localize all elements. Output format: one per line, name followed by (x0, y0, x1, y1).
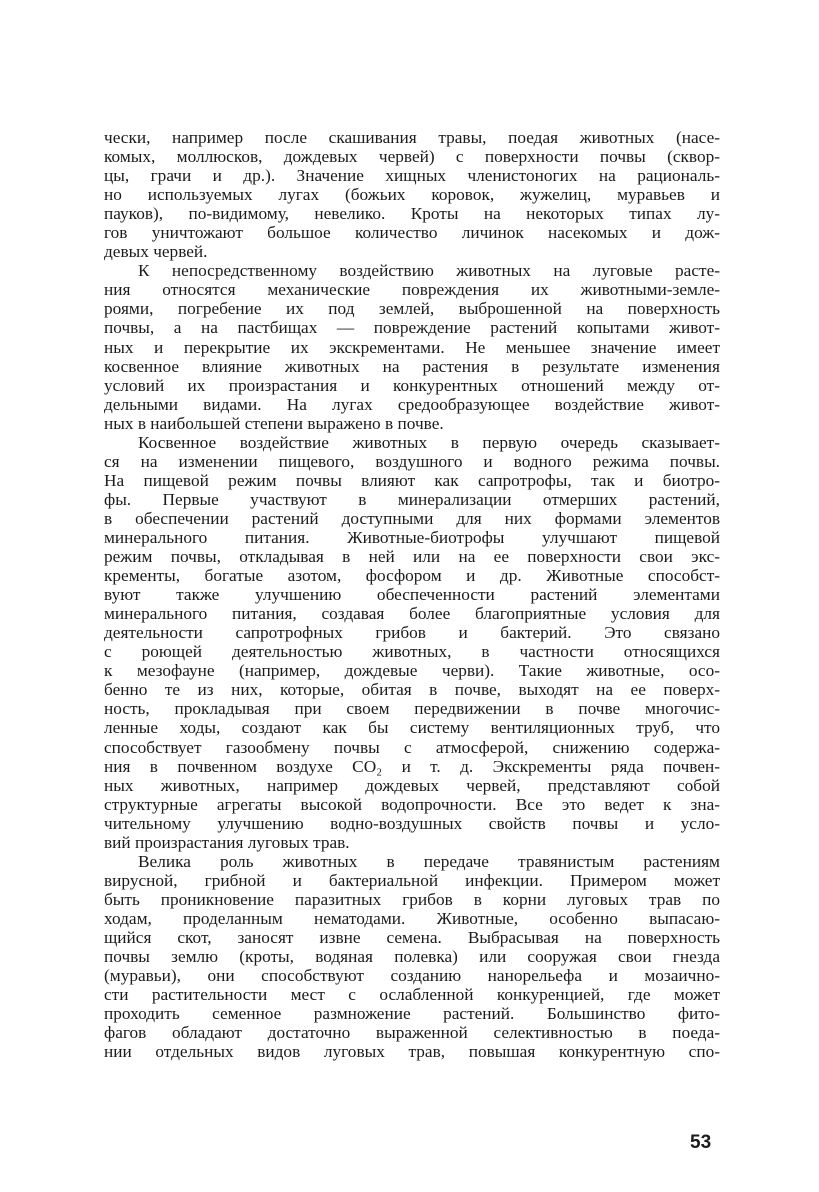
text-line: чительному улучшению водно-воздушных свойств почвы и усло- (104, 813, 720, 833)
text-line: (муравьи), они способствуют созданию нанорельефа и мозаично- (104, 966, 720, 986)
text-line: проходить семенное размножение растений. Большинство фито- (104, 1004, 720, 1024)
text-line: ходам, проделанным нематодами. Животные, особенно выпасаю- (104, 908, 720, 928)
text-line: в обеспечении растений доступными для них формами элементов (104, 508, 720, 528)
text-line: ность, прокладывая при своем передвижении в почве многочис- (104, 699, 720, 719)
text-line: почвы, а на пастбищах — повреждение растений копытами живот- (104, 318, 720, 338)
text-line: ных животных, например дождевых червей, представляют собой (104, 775, 720, 795)
text-line: фагов обладают достаточно выраженной селективностью в поеда- (104, 1023, 720, 1043)
paragraph-first-line: Велика роль животных в передаче травянистым растениям (138, 851, 720, 871)
text-line: к мезофауне (например, дождевые черви). Такие животные, осо- (104, 661, 720, 681)
text-line: бенно те из них, которые, обитая в почве, выходят на ее поверх- (104, 680, 720, 700)
text-line: нии отдельных видов луговых трав, повышая конкурентную спо- (104, 1042, 720, 1062)
text-line: вуют также улучшению обеспеченности растений элементами (104, 585, 720, 605)
text-line: дельными видами. На лугах средообразующее воздействие живот- (104, 394, 720, 414)
paragraph-first-line: Косвенное воздействие животных в первую очередь сказывает- (138, 432, 720, 452)
text-line: девых червей. (104, 242, 208, 262)
text-line: пауков), по-видимому, невелико. Кроты на некоторых типах лу- (104, 204, 720, 224)
paragraph-first-line: К непосредственному воздействию животных на луговые расте- (138, 261, 720, 281)
text-line: комых, моллюсков, дождевых червей) с поверхности почвы (сквор- (104, 147, 720, 167)
text-line: цы, грачи и др.). Значение хищных членистоногих на рациональ- (104, 166, 720, 186)
text-line: способствует газообмену почвы с атмосферой, снижению содержа- (104, 737, 720, 757)
text-line: косвенное влияние животных на растения в результате изменения (104, 356, 720, 376)
text-line: вирусной, грибной и бактериальной инфекции. Примером может (104, 870, 720, 890)
text-line: ных в наибольшей степени выражено в почве. (104, 413, 444, 433)
text-line: сти растительности мест с ослабленной конкуренцией, где может (104, 985, 720, 1005)
text-line: быть проникновение паразитных грибов в корни луговых трав по (104, 889, 720, 909)
text-line: ных и перекрытие их экскрементами. Не меньшее значение имеет (104, 337, 720, 357)
text-line: почвы землю (кроты, водяная полевка) или сооружая свои гнезда (104, 947, 720, 967)
text-line: минерального питания, создавая более благоприятные условия для (104, 604, 720, 624)
text-line: ленные ходы, создают как бы систему вентиляционных труб, что (104, 718, 720, 738)
text-line: вий произрастания луговых трав. (104, 832, 350, 852)
text-line: роями, погребение их под землей, выброшенной на поверхность (104, 299, 720, 319)
text-line: с роющей деятельностью животных, в частности относящихся (104, 642, 720, 662)
text-line: кременты, богатые азотом, фосфором и др. Животные способст- (104, 566, 720, 586)
text-line: фы. Первые участвуют в минерализации отмерших растений, (104, 489, 720, 509)
text-line: ния в почвенном воздухе CO₂ и т. д. Экскременты ряда почвен- (104, 756, 720, 776)
text-line: гов уничтожают большое количество личинок насекомых и дож- (104, 223, 720, 243)
text-line: структурные агрегаты высокой водопрочности. Все это ведет к зна- (104, 794, 720, 814)
text-line: минерального питания. Животные-биотрофы улучшают пищевой (104, 527, 720, 547)
page-number: 53 (690, 1132, 712, 1153)
text-line: ния относятся механические повреждения их животными-земле- (104, 280, 720, 300)
text-line: режим почвы, откладывая в ней или на ее поверхности свои экс- (104, 547, 720, 567)
text-line: но используемых лугах (божьих коровок, жужелиц, муравьев и (104, 185, 720, 205)
text-line: ся на изменении пищевого, воздушного и водного режима почвы. (104, 451, 720, 471)
text-line: деятельности сапротрофных грибов и бактерий. Это связано (104, 623, 720, 643)
text-line: На пищевой режим почвы влияют как сапротрофы, так и биотро- (104, 470, 720, 490)
text-line: условий их произрастания и конкурентных отношений между от- (104, 375, 720, 395)
body-text (104, 128, 720, 1061)
text-line: щийся скот, заносят извне семена. Выбрасывая на поверхность (104, 927, 720, 947)
text-line: чески, например после скашивания травы, поедая животных (насе- (104, 128, 720, 147)
